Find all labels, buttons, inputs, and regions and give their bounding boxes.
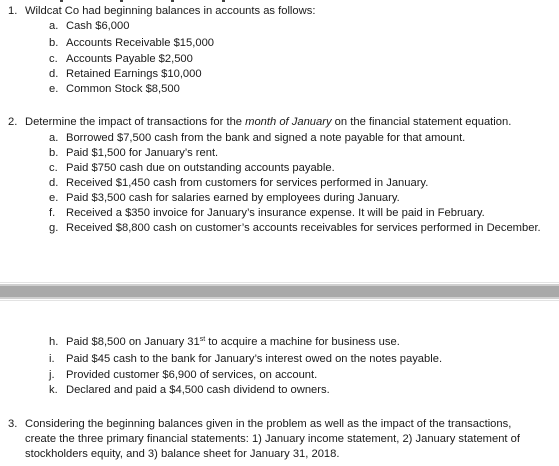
page-break-divider [0, 284, 559, 299]
item-text-part: Paid $8,500 on January 31 [66, 336, 200, 348]
question-number: 3. [8, 418, 18, 430]
question-text-line: create the three primary financial statements: 1) January income statement, 2) January statement of [25, 433, 520, 445]
question-text: Wildcat Co had beginning balances in accounts as follows: [25, 5, 316, 17]
item-text: Received $8,800 cash on customer’s accounts receivables for services performed in December. [66, 222, 541, 234]
question-text-part: Determine the impact of transactions for the [25, 116, 246, 128]
item-text: Cash $6,000 [66, 20, 130, 32]
question-text-line: Considering the beginning balances given in the problem as well as the impact of the transactions, [25, 418, 512, 430]
item-letter: a. [49, 20, 59, 32]
item-text: Borrowed $7,500 cash from the bank and signed a note payable for that amount. [66, 132, 466, 144]
question-text-line: stockholders equity, and 3) balance sheet for January 31, 2018. [25, 448, 340, 460]
item-text: Paid $750 cash due on outstanding accounts payable. [66, 162, 335, 174]
item-text: Common Stock $8,500 [66, 83, 180, 95]
item-text: Retained Earnings $10,000 [66, 68, 202, 80]
question-text [25, 115, 511, 130]
item-letter: a. [49, 132, 59, 144]
item-text: Accounts Payable $2,500 [66, 53, 193, 65]
item-letter: i. [49, 353, 55, 365]
item-letter: c. [49, 162, 58, 174]
item-text: Paid $3,500 cash for salaries earned by employees during January. [66, 192, 400, 204]
question-text-part: on the financial statement equation. [331, 116, 512, 128]
item-text: Declared and paid a $4,500 cash dividend to owners. [66, 384, 330, 396]
item-text: Provided customer $6,900 of services, on account. [66, 369, 318, 381]
item-letter: f. [49, 207, 56, 219]
item-letter: j. [49, 369, 55, 381]
item-letter: g. [49, 222, 59, 234]
ordinal-superscript: st [199, 336, 206, 343]
item-text: Paid $1,500 for January’s rent. [66, 147, 219, 159]
item-text [66, 335, 400, 350]
item-letter: c. [49, 53, 58, 65]
item-text-part: to acquire a machine for business use. [205, 336, 400, 348]
item-letter: b. [49, 37, 59, 49]
item-letter: k. [49, 384, 58, 396]
item-text: Paid $45 cash to the bank for January’s interest owed on the notes payable. [66, 353, 443, 365]
item-text: Received a $350 invoice for January’s insurance expense. It will be paid in February. [66, 207, 485, 219]
item-letter: e. [49, 83, 59, 95]
item-letter: d. [49, 68, 59, 80]
question-number: 1. [8, 5, 18, 17]
item-text: Accounts Receivable $15,000 [66, 37, 215, 49]
item-text: Received $1,450 cash from customers for services performed in January. [66, 177, 429, 189]
item-letter: b. [49, 147, 59, 159]
item-letter: d. [49, 177, 59, 189]
item-letter: e. [49, 192, 59, 204]
item-letter: h. [49, 336, 59, 348]
document-page-bottom [0, 300, 559, 466]
question-number: 2. [8, 116, 18, 128]
question-text-emphasis: month of January [245, 116, 332, 128]
